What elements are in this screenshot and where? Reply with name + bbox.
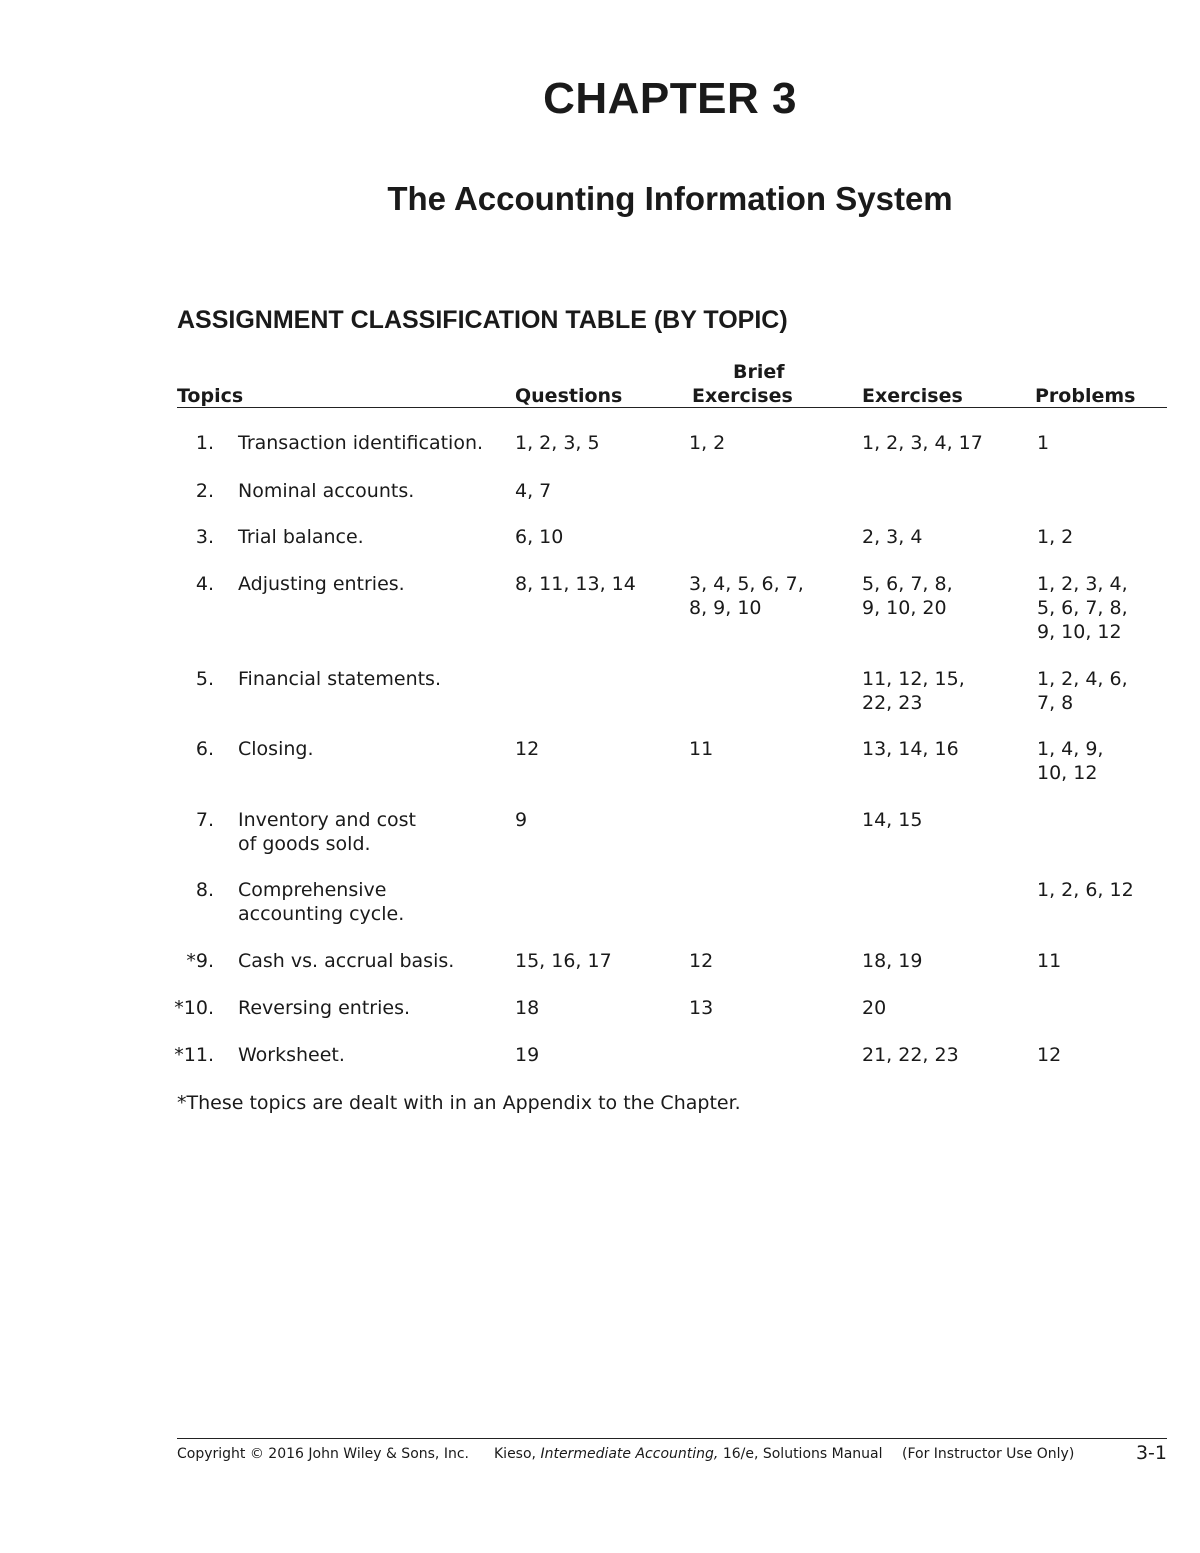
header-brief-line1: Brief <box>733 361 785 383</box>
header-questions: Questions <box>515 385 623 407</box>
topic-number: *11. <box>174 1044 214 1066</box>
exercises-cell: 11, 12, 15, 22, 23 <box>862 668 965 714</box>
topic-label: Nominal accounts. <box>238 480 415 502</box>
book-title: Intermediate Accounting, <box>540 1446 719 1462</box>
problems-cell: 1, 2, 6, 12 <box>1037 879 1134 901</box>
brief-exercises-cell: 1, 2 <box>689 432 726 454</box>
chapter-title: CHAPTER 3 <box>543 74 797 123</box>
book-citation <box>494 1444 883 1464</box>
topic-number: 1. <box>195 432 214 454</box>
questions-cell: 15, 16, 17 <box>515 950 612 972</box>
book-author: Kieso, <box>494 1446 536 1462</box>
topic-label: Closing. <box>238 738 314 760</box>
brief-exercises-cell: 13 <box>689 997 714 1019</box>
questions-cell: 8, 11, 13, 14 <box>515 573 636 595</box>
problems-cell: 1, 2, 4, 6, 7, 8 <box>1037 668 1128 714</box>
exercises-cell: 1, 2, 3, 4, 17 <box>862 432 983 454</box>
appendix-footnote: *These topics are dealt with in an Appendix to the Chapter. <box>177 1092 741 1114</box>
section-heading: ASSIGNMENT CLASSIFICATION TABLE (BY TOPIC) <box>177 306 788 334</box>
topic-number: 6. <box>195 738 214 760</box>
topic-label: Trial balance. <box>238 526 364 548</box>
topic-number: *10. <box>174 997 214 1019</box>
instructor-note: (For Instructor Use Only) <box>902 1446 1075 1462</box>
exercises-cell: 21, 22, 23 <box>862 1044 959 1066</box>
exercises-cell: 20 <box>862 997 887 1019</box>
topic-label: Reversing entries. <box>238 997 411 1019</box>
brief-exercises-cell: 3, 4, 5, 6, 7, 8, 9, 10 <box>689 573 804 619</box>
questions-cell: 4, 7 <box>515 480 552 502</box>
header-brief-line2: Exercises <box>692 385 793 407</box>
chapter-subtitle: The Accounting Information System <box>387 180 953 217</box>
topic-number: 4. <box>195 573 214 595</box>
problems-cell: 1, 2 <box>1037 526 1074 548</box>
questions-cell: 18 <box>515 997 540 1019</box>
questions-cell: 12 <box>515 738 540 760</box>
questions-cell: 6, 10 <box>515 526 564 548</box>
page-number: 3-1 <box>1135 1442 1167 1464</box>
problems-cell: 1 <box>1037 432 1050 454</box>
topic-label: Financial statements. <box>238 668 441 690</box>
exercises-cell: 14, 15 <box>862 809 923 831</box>
problems-cell: 1, 2, 3, 4, 5, 6, 7, 8, 9, 10, 12 <box>1037 573 1128 643</box>
questions-cell: 19 <box>515 1044 540 1066</box>
header-problems: Problems <box>1035 385 1136 407</box>
problems-cell: 12 <box>1037 1044 1062 1066</box>
topic-label: Worksheet. <box>238 1044 345 1066</box>
copyright-notice: Copyright © 2016 John Wiley & Sons, Inc. <box>177 1446 469 1462</box>
topic-number: 5. <box>195 668 214 690</box>
header-exercises: Exercises <box>862 385 963 407</box>
exercises-cell: 2, 3, 4 <box>862 526 923 548</box>
topic-number: 3. <box>195 526 214 548</box>
brief-exercises-cell: 12 <box>689 950 714 972</box>
topic-number: 2. <box>195 480 214 502</box>
book-edition: 16/e, Solutions Manual <box>722 1446 883 1462</box>
topic-label: Cash vs. accrual basis. <box>238 950 455 972</box>
exercises-cell: 5, 6, 7, 8, 9, 10, 20 <box>862 573 953 619</box>
topic-label: Adjusting entries. <box>238 573 405 595</box>
topic-label: Transaction identification. <box>238 432 484 454</box>
topic-label: Comprehensive accounting cycle. <box>238 879 405 925</box>
brief-exercises-cell: 11 <box>689 738 714 760</box>
topic-number: 8. <box>195 879 214 901</box>
problems-cell: 11 <box>1037 950 1062 972</box>
topic-label: Inventory and cost of goods sold. <box>238 809 416 855</box>
topic-number: 7. <box>195 809 214 831</box>
exercises-cell: 18, 19 <box>862 950 923 972</box>
topic-number: *9. <box>186 950 214 972</box>
problems-cell: 1, 4, 9, 10, 12 <box>1037 738 1104 784</box>
questions-cell: 1, 2, 3, 5 <box>515 432 600 454</box>
exercises-cell: 13, 14, 16 <box>862 738 959 760</box>
questions-cell: 9 <box>515 809 528 831</box>
header-topics: Topics <box>177 385 244 407</box>
footer-divider <box>177 1438 1167 1439</box>
